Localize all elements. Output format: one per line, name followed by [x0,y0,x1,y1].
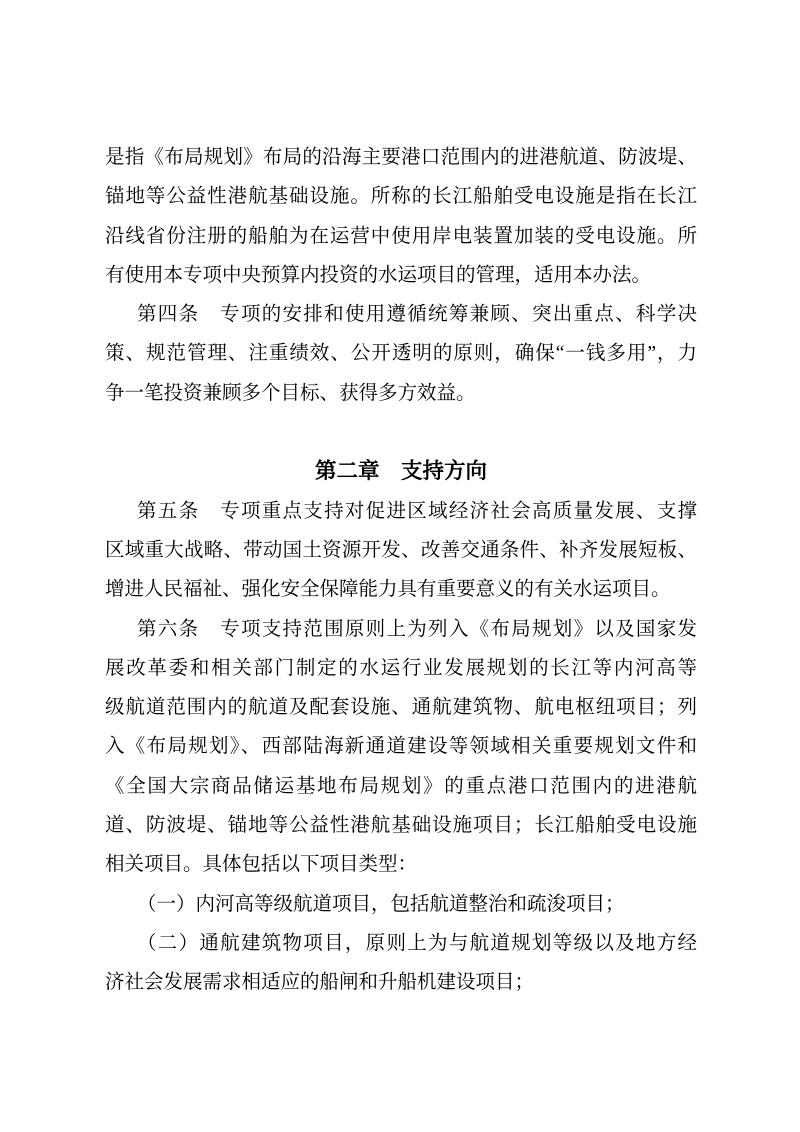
text-line: 第四条 专项的安排和使用遵循统筹兼顾、突出重点、科学决 [137,304,697,326]
text-line: 锚地等公益性港航基础设施。所称的长江船舶受电设施是指在长江 [105,186,697,208]
text-line: 策、规范管理、注重绩效、公开透明的原则，确保“一钱多用”，力 [105,343,697,365]
text-line: 区域重大战略、带动国土资源开发、改善交通条件、补齐发展短板、 [105,539,697,561]
text-line: 入《布局规划》、西部陆海新通道建设等领域相关重要规划文件和 [105,736,697,758]
text-line: 争一笔投资兼顾多个目标、获得多方效益。 [105,382,476,404]
text-line: 济社会发展需求相适应的船闸和升船机建设项目； [105,972,535,994]
text-line: 道、防波堤、锚地等公益性港航基础设施项目；长江船舶受电设施 [105,815,697,837]
text-line: 是指《布局规划》布局的沿海主要港口范围内的进港航道、防波堤、 [105,147,697,168]
text-line: 沿线省份注册的船舶为在运营中使用岸电装置加装的受电设施。所 [105,225,697,247]
blank-line [105,413,697,452]
text-line: 第五条 专项重点支持对促进区域经济社会高质量发展、支撑 [137,500,697,522]
text-line: 第六条 专项支持范围原则上为列入《布局规划》以及国家发 [137,618,697,640]
text-line: 级航道范围内的航道及配套设施、通航建筑物、航电枢纽项目；列 [105,697,697,719]
text-line: 增进人民福祉、强化安全保障能力具有重要意义的有关水运项目。 [105,579,671,601]
text-line: 《全国大宗商品储运基地布局规划》的重点港口范围内的进港航 [105,775,697,797]
text-line: （二）通航建筑物项目，原则上为与航道规划等级以及地方经 [137,932,697,954]
text-line: 展改革委和相关部门制定的水运行业发展规划的长江等内河高等 [105,657,697,679]
text-line: 有使用本专项中央预算内投资的水运项目的管理，适用本办法。 [105,264,652,286]
document-body [105,138,697,1003]
text-line: （一）内河高等级航道项目，包括航道整治和疏浚项目； [137,893,625,915]
text-line: 相关项目。具体包括以下项目类型： [105,854,418,876]
chapter-heading: 第二章 支持方向 [314,459,487,484]
